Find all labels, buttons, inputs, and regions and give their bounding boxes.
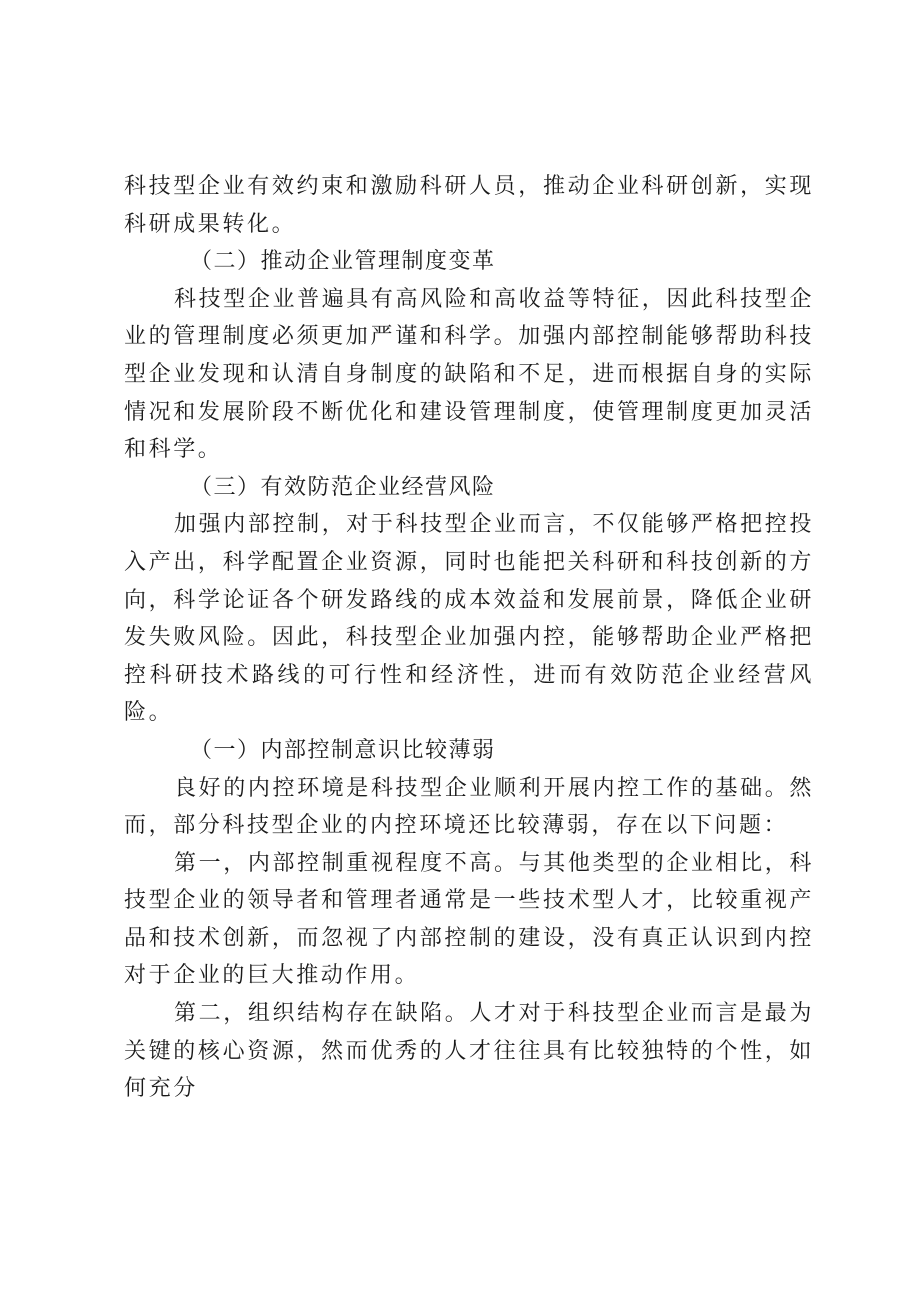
section-heading-1: （一）内部控制意识比较薄弱 xyxy=(190,737,496,763)
section-heading-2: （二）推动企业管理制度变革 xyxy=(190,249,496,275)
paragraph-risk-prevention: 加强内部控制，对于科技型企业而言，不仅能够严格把控投入产出，科学配置企业资源，同时也能把关科研和科技创新的方向，科学论证各个研发路线的成本效益和发展前景，降低企业研发失败风险。因此，科技型企业加强内控，能够帮助企业严格把控科研技术路线的可行性和经济性，进而有效防范企业经营风险。 xyxy=(124,512,814,726)
section-heading-3: （三）有效防范企业经营风险 xyxy=(190,474,496,500)
paragraph-point-two: 第二，组织结构存在缺陷。人才对于科技型企业而言是最为关键的核心资源，然而优秀的人才往往具有比较独特的个性，如何充分 xyxy=(124,1001,814,1102)
paragraph-point-one: 第一，内部控制重视程度不高。与其他类型的企业相比，科技型企业的领导者和管理者通常是一些技术型人才，比较重视产品和技术创新，而忽视了内部控制的建设，没有真正认识到内控对于企业的巨大推动作用。 xyxy=(124,850,814,989)
paragraph-control-environment: 良好的内控环境是科技型企业顺利开展内控工作的基础。然而，部分科技型企业的内控环境还比较薄弱，存在以下问题： xyxy=(124,775,814,839)
paragraph-management-system: 科技型企业普遍具有高风险和高收益等特征，因此科技型企业的管理制度必须更加严谨和科学。加强内部控制能够帮助科技型企业发现和认清自身制度的缺陷和不足，进而根据自身的实际情况和发展阶段不断优化和建设管理制度，使管理制度更加灵活和科学。 xyxy=(124,286,814,463)
paragraph-continued: 科技型企业有效约束和激励科研人员，推动企业科研创新，实现科研成果转化。 xyxy=(124,174,814,237)
document-body xyxy=(124,168,814,1108)
